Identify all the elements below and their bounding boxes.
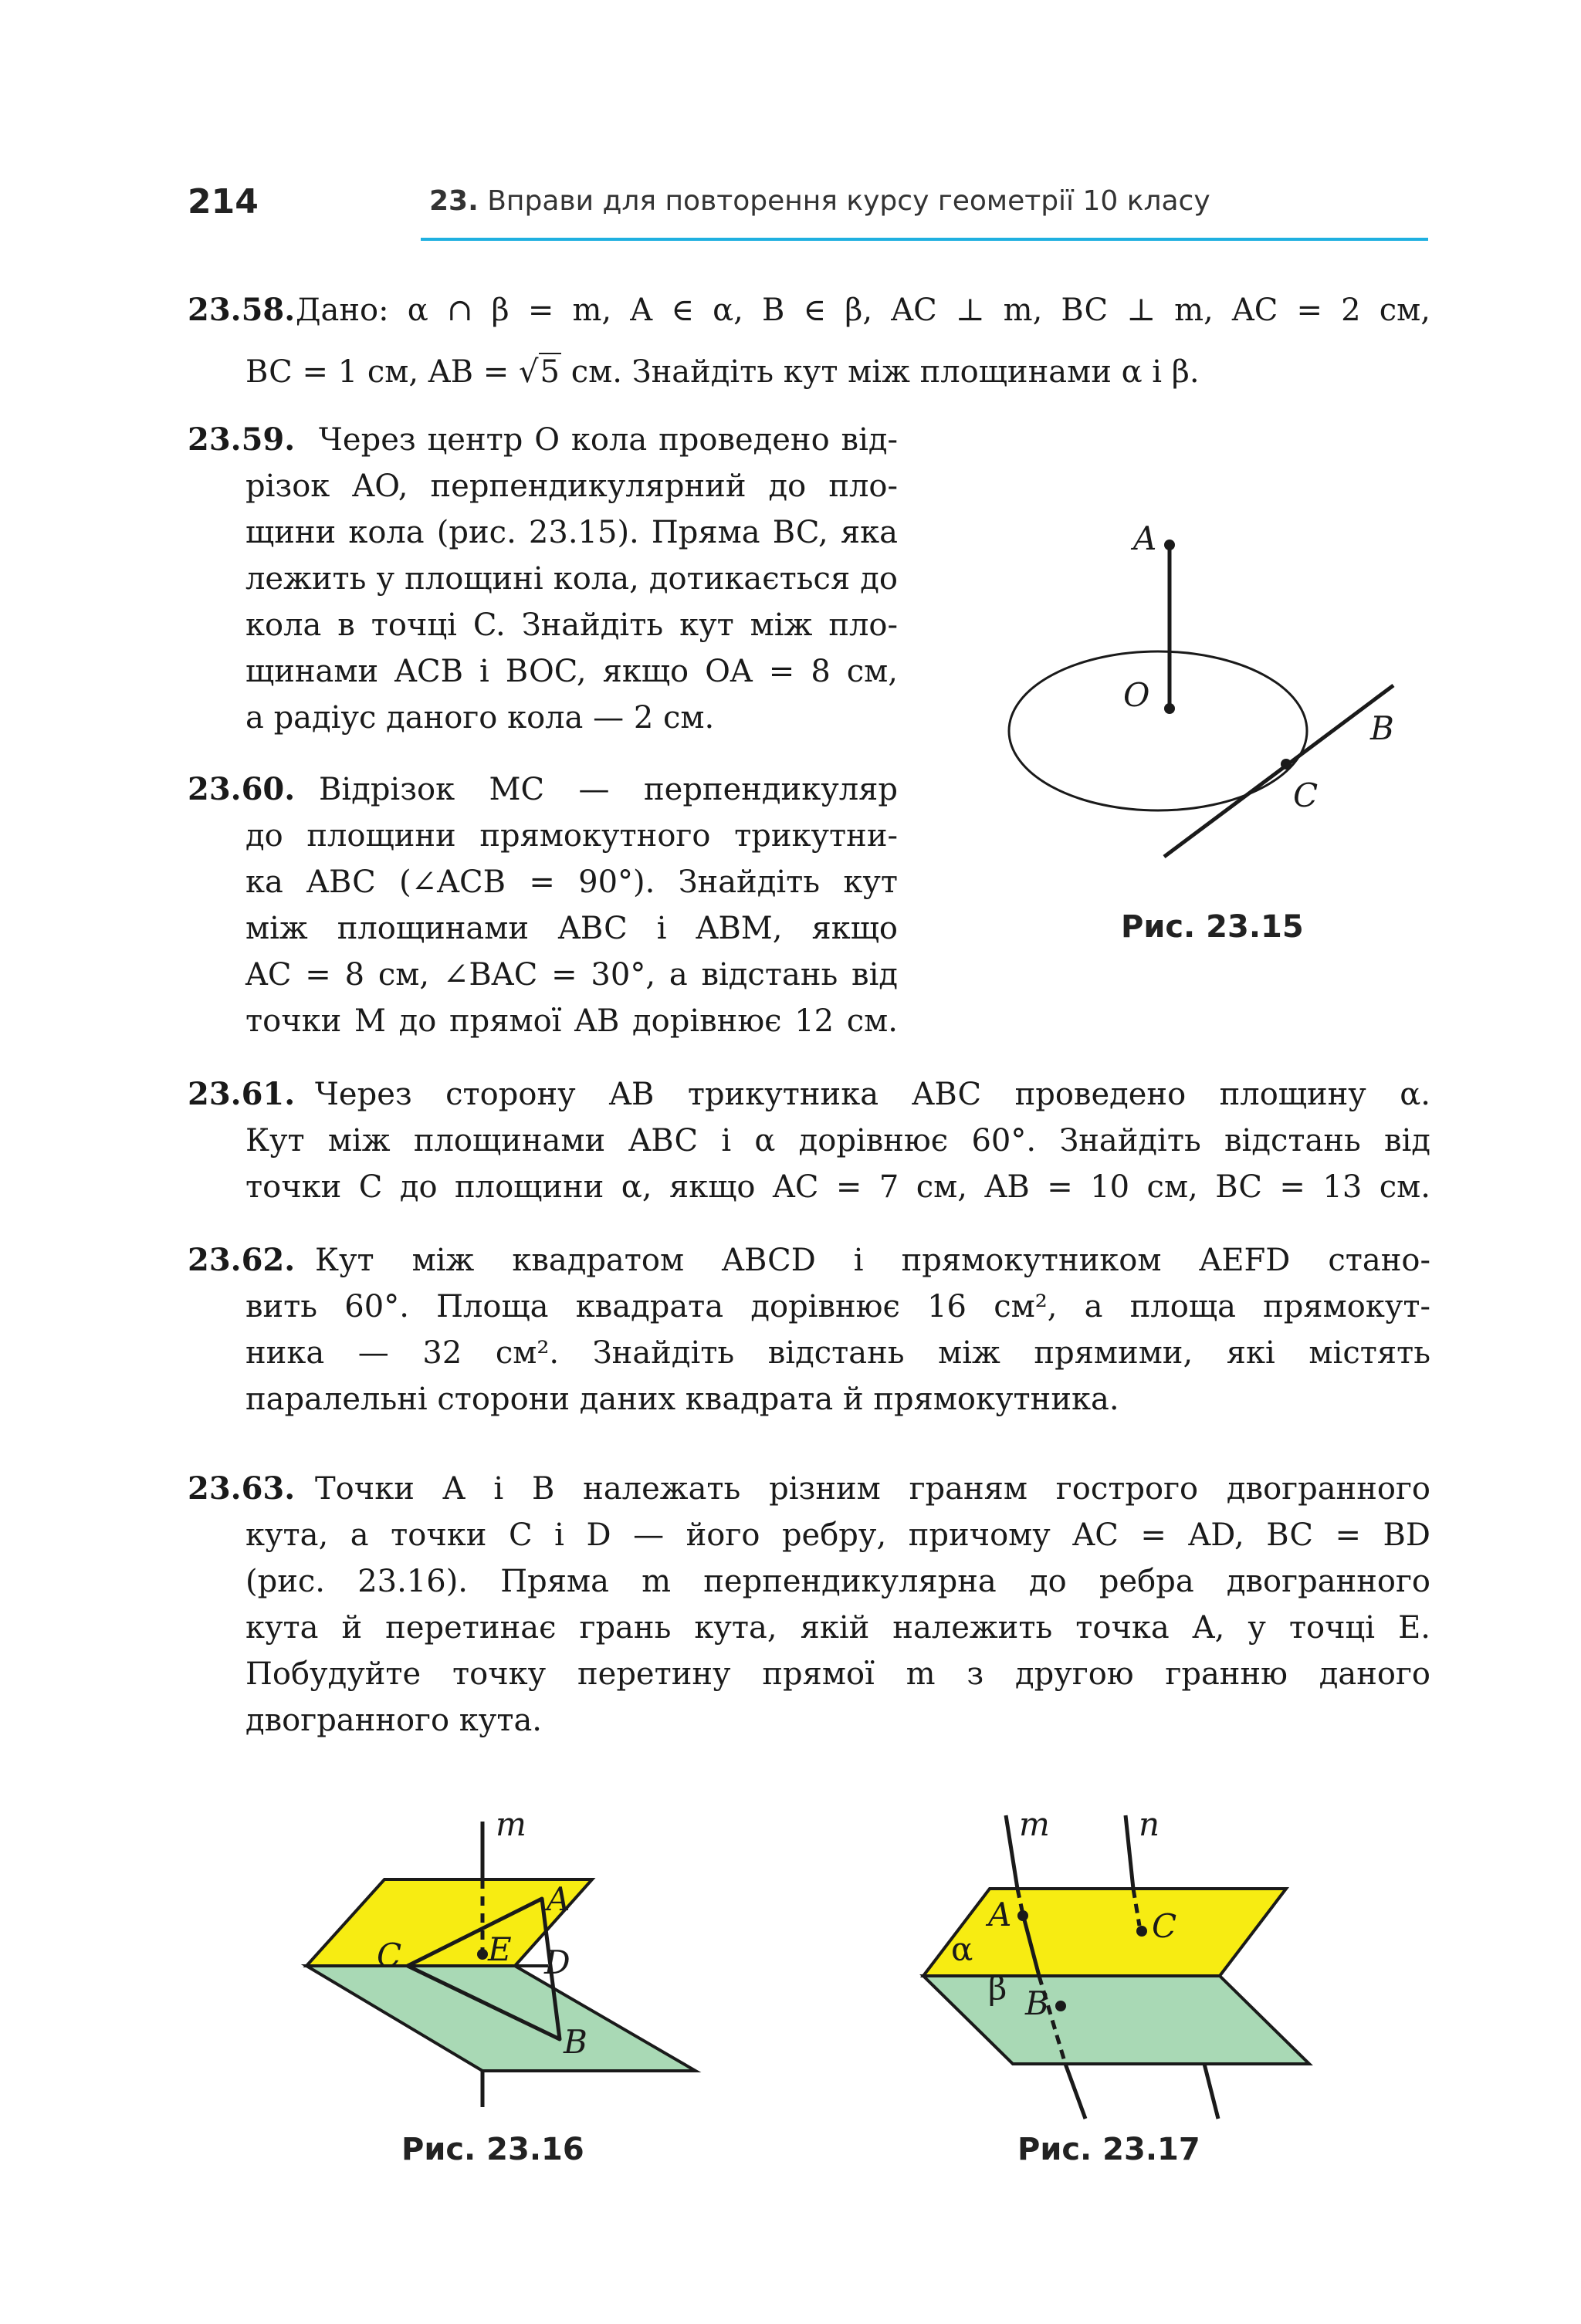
figure-caption: Рис. 23.15 [1121,909,1304,945]
line-m-bottom [1065,2064,1085,2119]
exercise-line: кола в точці C. Знайдіть кут між пло- [245,607,898,643]
figure-23-16 [293,1791,710,2123]
chapter-number: 23. [429,185,479,217]
point-c [1281,759,1292,770]
exercise-line: щини кола (рис. 23.15). Пряма BC, яка [245,515,898,550]
exercise-23-60 [188,766,960,1052]
exercise-line: а радіус даного кола — 2 см. [245,700,715,736]
exercise-line: вить 60°. Площа квадрата дорівнює 16 см², а площа прямокут- [245,1289,1430,1324]
point-o [1164,703,1175,714]
exercise-line: ника — 32 см². Знайдіть відстань між прямими, які містять [245,1335,1430,1371]
running-head [429,185,1210,217]
label-n: n [1139,1805,1160,1843]
line-n-bottom [1204,2064,1218,2119]
point-c [1136,1926,1147,1937]
exercise-line: Відрізок MC — перпендикуляр [319,772,898,807]
label-beta: β [988,1969,1007,2007]
exercise-line [245,349,1200,395]
label-a: A [1133,519,1157,557]
figure-caption: Рис. 23.16 [401,2132,584,2167]
exercise-line: ка ABC (∠ACB = 90°). Знайдіть кут [245,864,898,900]
line-m-top [1006,1815,1017,1889]
exercise-number: 23.61. [188,1076,296,1112]
header-rule [421,238,1428,241]
exercise-line: (рис. 23.16). Пряма m перпендикулярна до ребра двогранного [245,1564,1430,1599]
label-o: O [1123,676,1150,714]
label-m: m [1019,1805,1050,1843]
figure-23-15 [1004,509,1428,880]
circle-ellipse [1009,651,1307,810]
plane-alpha [923,1889,1286,1976]
page-number: 214 [188,182,259,222]
exercise-line: паралельні сторони даних квадрата й прямокутника. [245,1382,1119,1417]
line-n-top [1126,1815,1133,1889]
label-a: A [988,1896,1012,1933]
label-b: B [1370,709,1394,747]
exercise-23-58 [188,287,1430,395]
exercise-line: кута, а точки C і D — його ребру, причому AC = AD, BC = BD [245,1517,1430,1553]
exercise-23-59 [188,417,960,749]
exercise-23-62 [188,1237,1430,1430]
exercise-number: 23.62. [188,1242,296,1278]
exercise-line: двогранного кута. [245,1703,543,1738]
label-alpha: α [951,1930,973,1968]
point-a [1164,540,1175,550]
exercise-line: точки M до прямої AB дорівнює 12 см. [245,1003,898,1039]
label-m: m [496,1805,526,1843]
label-e: E [488,1930,512,1968]
exercise-text: BC = 1 см, AB = [245,354,520,390]
label-c: C [1152,1907,1177,1945]
chapter-title: Вправи для повторення курсу геометрії 10 класу [487,185,1210,217]
point-b [1055,2001,1066,2011]
sqrt-symbol: √ [519,354,539,390]
exercise-line: Кут між площинами ABC і α дорівнює 60°. Знайдіть відстань від [245,1123,1430,1159]
exercise-line: Побудуйте точку перетину прямої m з другою гранню даного [245,1656,1430,1692]
lower-plane [306,1966,696,2071]
point-a [1017,1910,1028,1921]
exercise-23-63 [188,1466,1430,1751]
plane-beta [923,1976,1309,2064]
exercise-23-61 [188,1071,1430,1218]
exercise-line: Кут між квадратом ABCD і прямокутником AEFD стано- [315,1243,1430,1278]
figure-23-17 [911,1791,1328,2123]
exercise-number: 23.58. [188,292,296,328]
label-a: A [547,1880,570,1918]
exercise-text: см. Знайдіть кут між площинами α і β. [560,354,1200,390]
exercise-line: лежить у площині кола, дотикається до [245,561,898,597]
exercise-line: точки C до площини α, якщо AC = 7 см, AB = 10 см, BC = 13 см. [245,1169,1430,1205]
exercise-number: 23.63. [188,1470,296,1507]
exercise-line: кута й перетинає грань кута, якій належить точка A, у точці E. [245,1610,1430,1646]
figure-caption: Рис. 23.17 [1017,2132,1200,2167]
exercise-number: 23.59. [188,421,296,458]
point-e [477,1949,488,1960]
exercise-line: до площини прямокутного трикутни- [245,818,898,854]
exercise-line: між площинами ABC і ABM, якщо [245,911,898,946]
label-c: C [377,1937,402,1974]
label-c: C [1293,776,1319,814]
label-b: B [1025,1984,1049,2022]
exercise-line: Через сторону AB трикутника ABC проведено площину α. [315,1077,1430,1112]
label-b: B [564,2023,587,2061]
tangent-line-bc [1164,685,1393,857]
label-d: D [544,1943,570,1981]
exercise-line: Через центр O кола проведено від- [319,422,898,458]
exercise-line: Точки A і B належать різним граням гострого двогранного [315,1471,1430,1507]
exercise-line: Дано: α ∩ β = m, A ∈ α, B ∈ β, AC ⊥ m, BC ⊥ m, AC = 2 см, [296,293,1430,328]
exercise-number: 23.60. [188,771,296,807]
exercise-line: щинами ACB і BOC, якщо OA = 8 см, [245,654,898,689]
sqrt-radicand: 5 [540,354,560,390]
exercise-line: різок AO, перпендикулярний до пло- [245,469,898,504]
exercise-line: AC = 8 см, ∠BAC = 30°, а відстань від [245,957,898,993]
